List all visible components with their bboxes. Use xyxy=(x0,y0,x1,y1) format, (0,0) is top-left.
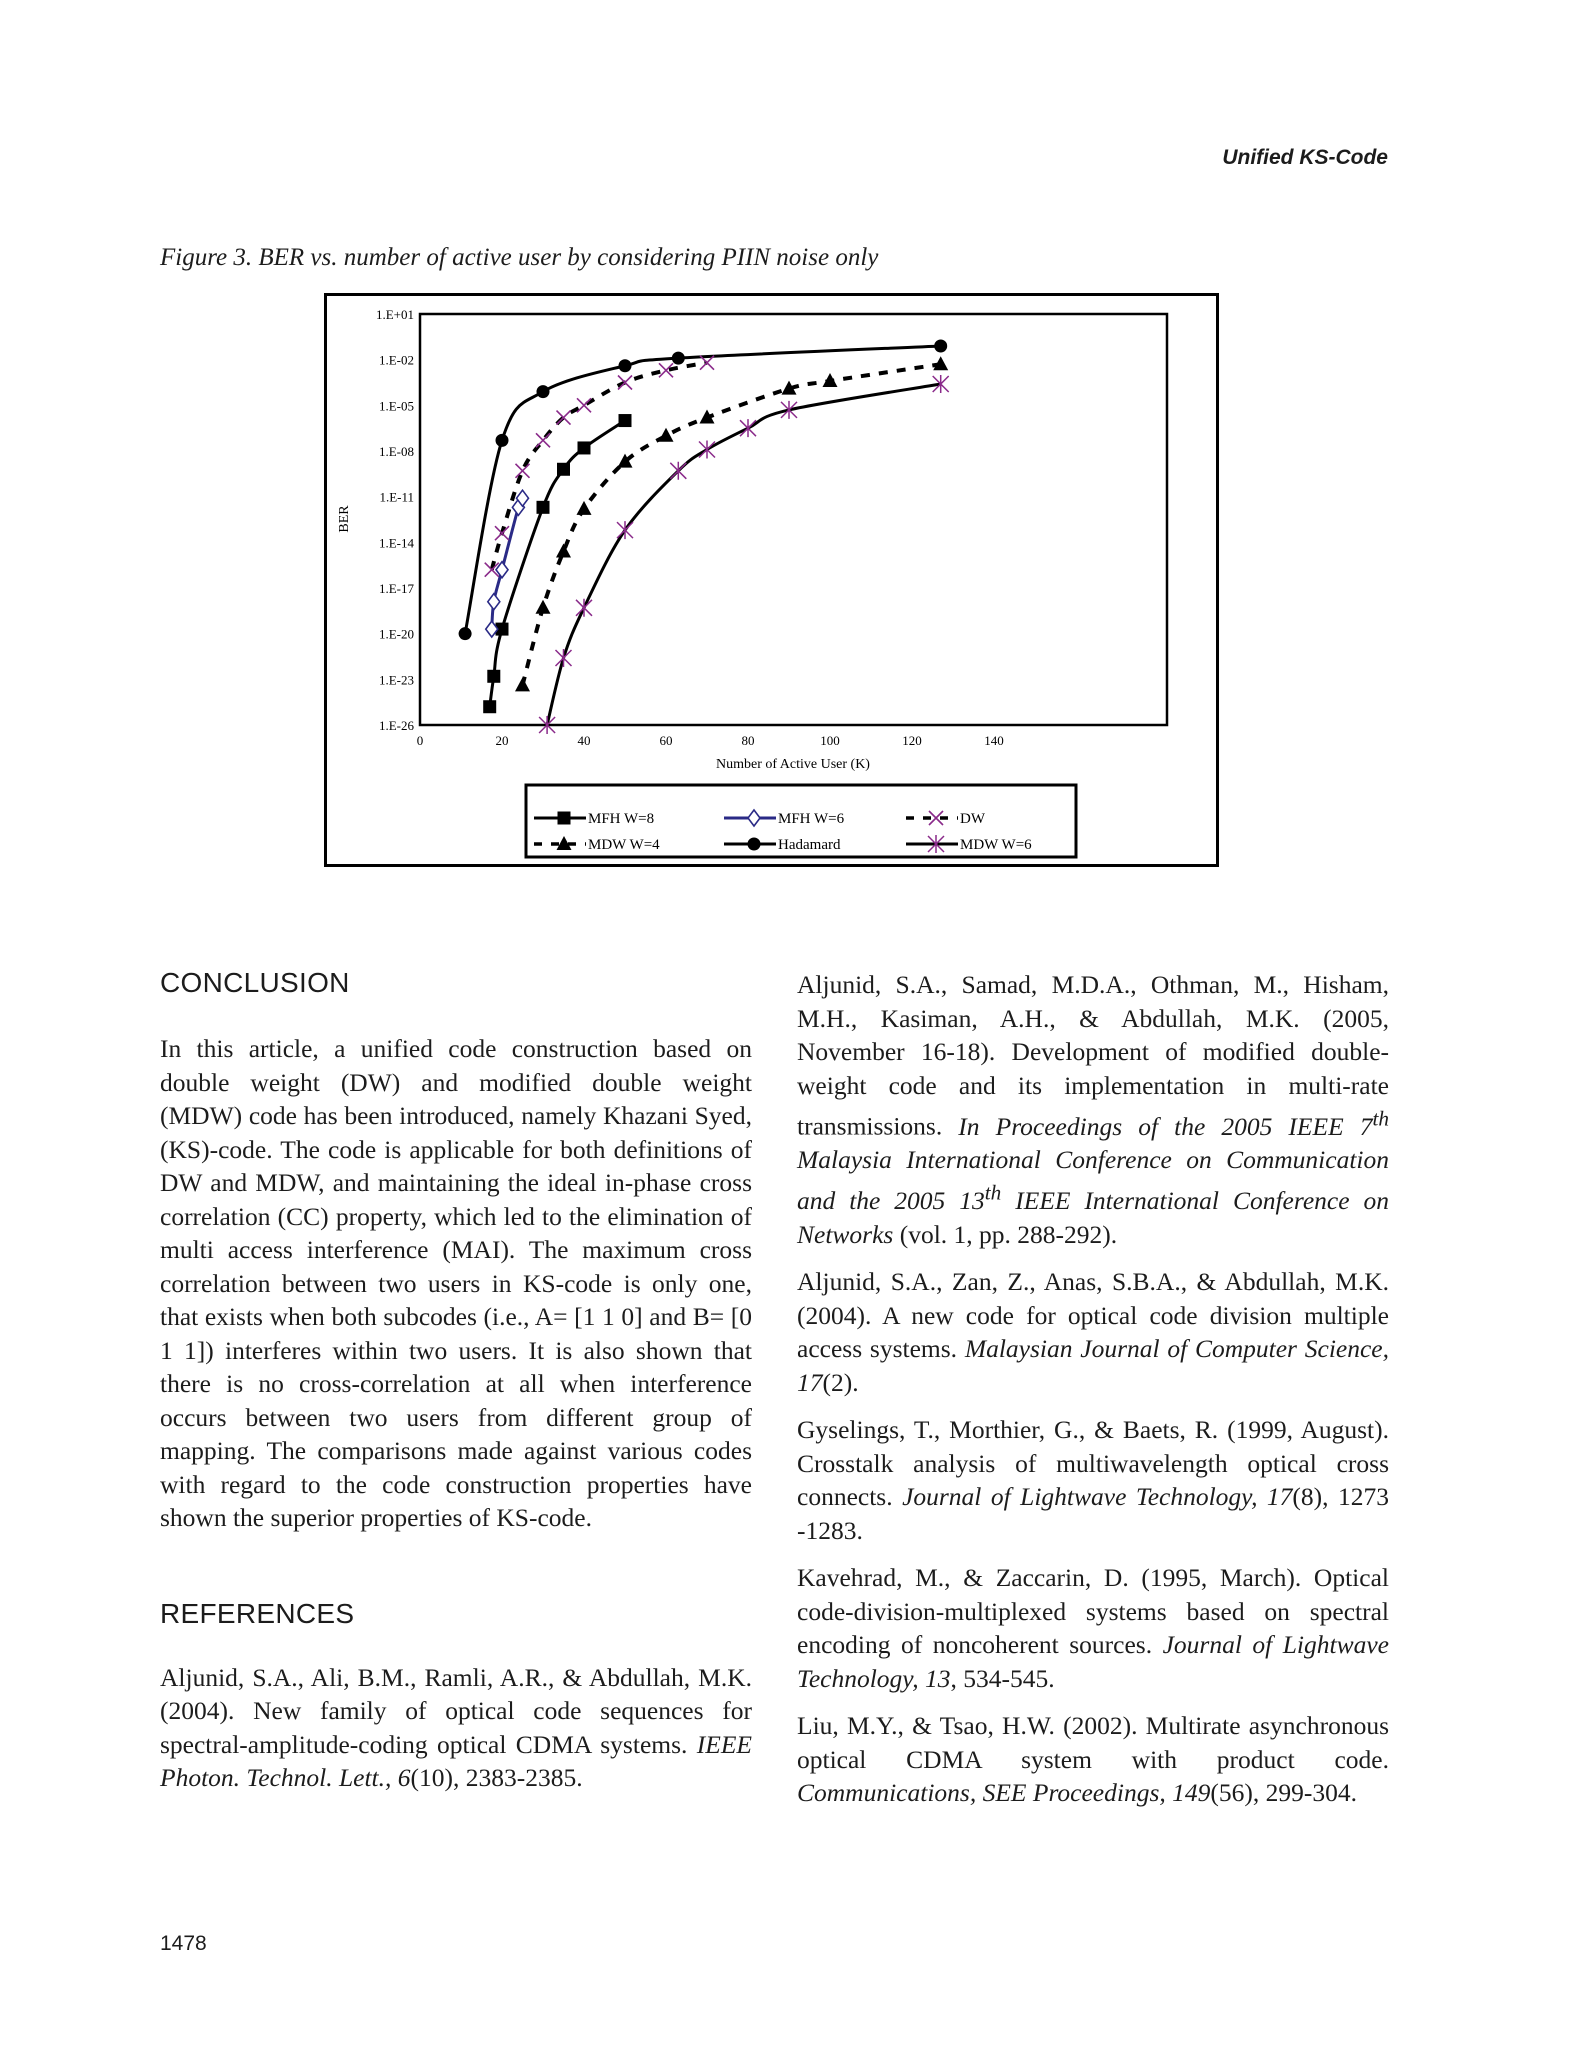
right-column xyxy=(797,968,1389,1824)
figure-caption: Figure 3. BER vs. number of active user by considering PIIN noise only xyxy=(160,244,879,271)
reference-text: Kavehrad, M., & Zaccarin, D. (1995, March). Optical code-division-multiplexed systems based on spectral encoding of noncoherent sources. xyxy=(797,1563,1389,1659)
reference-journal: In Proceedings of the 2005 IEEE 7th Malaysia International Conference on Communication and the 2005 13th IEEE International Conference on Networks xyxy=(797,1106,1390,1249)
x-tick-label: 60 xyxy=(659,733,673,748)
reference-text: (vol. 1, pp. 288-292). xyxy=(893,1219,1118,1249)
reference-item-3 xyxy=(797,1265,1389,1399)
legend-label: MDW W=4 xyxy=(588,837,660,853)
y-tick-label: 1.E-05 xyxy=(378,398,414,414)
legend-label: Hadamard xyxy=(778,837,841,853)
reference-item-4 xyxy=(797,1413,1389,1547)
y-tick-label: 1.E+01 xyxy=(375,307,414,322)
data-point xyxy=(672,352,685,365)
conclusion-heading: CONCLUSION xyxy=(160,967,350,998)
reference-journal: Journal of Lightwave Technology, 13 xyxy=(797,1630,1389,1693)
figure-frame xyxy=(326,295,1218,866)
reference-journal: Journal of Lightwave Technology, 17 xyxy=(902,1482,1293,1511)
x-tick-label: 140 xyxy=(984,733,1004,748)
x-tick-label: 100 xyxy=(820,733,840,748)
legend-marker xyxy=(558,812,571,825)
data-point xyxy=(578,441,591,454)
x-tick-label: 80 xyxy=(741,733,755,748)
data-point xyxy=(483,700,496,713)
reference-item-2 xyxy=(797,968,1389,1251)
conclusion-paragraph: In this article, a unified code construction based on double weight (DW) and modified double weight (MDW) code has been introduced, namely Khazani Syed, (KS)-code. The code is applicable for both definitions of DW and MDW, and maintaining the ideal in-phase cross correlation (CC) property, which led to the elimination of multi access interference (MAI). The maximum cross correlation between two users in KS-code is only one, that exists when both subcodes (i.e., A= [1 1 0] and B= [0 1 1]) interferes within two users. It is also shown that there is no cross-correlation at all when interference occurs between two users from different group of mapping. The comparisons made against various codes with regard to the code construction properties have shown the superior properties of KS-code. xyxy=(160,1034,752,1532)
y-tick-label: 1.E-23 xyxy=(378,672,414,688)
legend-marker xyxy=(748,838,761,851)
reference-text: , 534-545. xyxy=(950,1663,1055,1693)
reference-text: (2). xyxy=(822,1367,859,1397)
x-tick-label: 40 xyxy=(577,733,591,748)
reference-text: Gyselings, T., Morthier, G., & Baets, R. (1999, August). Crosstalk analysis of multiwavelength optical cross connects. xyxy=(797,1415,1389,1511)
data-point xyxy=(487,670,500,683)
reference-journal: Malaysian Journal of Computer Science, 17 xyxy=(797,1334,1389,1397)
y-tick-label: 1.E-20 xyxy=(378,626,414,642)
y-tick-label: 1.E-08 xyxy=(378,444,414,459)
data-point xyxy=(537,501,550,514)
data-point xyxy=(619,359,632,372)
left-column xyxy=(160,966,752,1809)
data-point xyxy=(619,414,632,427)
reference-text: Aljunid, S.A., Samad, M.D.A., Othman, M., Hisham, M.H., Kasiman, A.H., & Abdullah, M.K. (2005, November 16-18). Development of modified double-weight code and its implementation in multi-rate transmissions. xyxy=(797,970,1389,1141)
reference-item-1 xyxy=(160,1661,752,1795)
data-point xyxy=(496,434,509,447)
x-tick-label: 0 xyxy=(416,733,424,748)
y-tick-label: 1.E-11 xyxy=(379,489,414,505)
reference-text: Aljunid, S.A., Ali, B.M., Ramli, A.R., & Abdullah, M.K. (2004). New family of optical code sequences for spectral-amplitude-coding optical CDMA systems. xyxy=(160,1662,752,1759)
legend-label: DW xyxy=(960,811,985,827)
x-tick-label: 120 xyxy=(902,733,922,748)
data-point xyxy=(537,385,550,398)
y-tick-label: 1.E-17 xyxy=(378,581,414,596)
legend-label: MFH W=6 xyxy=(778,811,845,827)
y-axis-label: BER xyxy=(337,505,352,533)
ber-chart xyxy=(324,293,1219,867)
ber-chart-figure xyxy=(324,293,1219,867)
reference-journal: Communications, SEE Proceedings, 149 xyxy=(797,1778,1211,1807)
data-point xyxy=(934,339,947,352)
legend-label: MDW W=6 xyxy=(960,837,1032,853)
reference-text: (8), 1273 -1283. xyxy=(797,1482,1389,1545)
reference-journal: IEEE Photon. Technol. Lett., 6 xyxy=(160,1729,752,1792)
reference-text: (10), 2383-2385. xyxy=(410,1763,583,1792)
y-tick-label: 1.E-26 xyxy=(378,718,414,733)
x-tick-label: 20 xyxy=(495,733,509,748)
data-point xyxy=(459,627,472,640)
running-title: Unified KS-Code xyxy=(1222,146,1388,169)
reference-text: Liu, M.Y., & Tsao, H.W. (2002). Multirate asynchronous optical CDMA system with product code. xyxy=(797,1711,1389,1774)
reference-item-5 xyxy=(797,1561,1389,1695)
data-point xyxy=(557,463,570,476)
x-axis-label: Number of Active User (K) xyxy=(716,757,870,772)
reference-text: Aljunid, S.A., Zan, Z., Anas, S.B.A., & Abdullah, M.K. (2004). A new code for optical code division multiple access systems. xyxy=(797,1267,1389,1363)
page-number: 1478 xyxy=(160,1932,207,1955)
reference-item-6 xyxy=(797,1709,1389,1810)
legend-label: MFH W=8 xyxy=(588,811,655,827)
y-tick-label: 1.E-02 xyxy=(378,352,414,368)
references-heading: REFERENCES xyxy=(160,1597,355,1629)
y-tick-label: 1.E-14 xyxy=(378,535,414,551)
reference-text: (56), 299-304. xyxy=(1210,1778,1357,1807)
